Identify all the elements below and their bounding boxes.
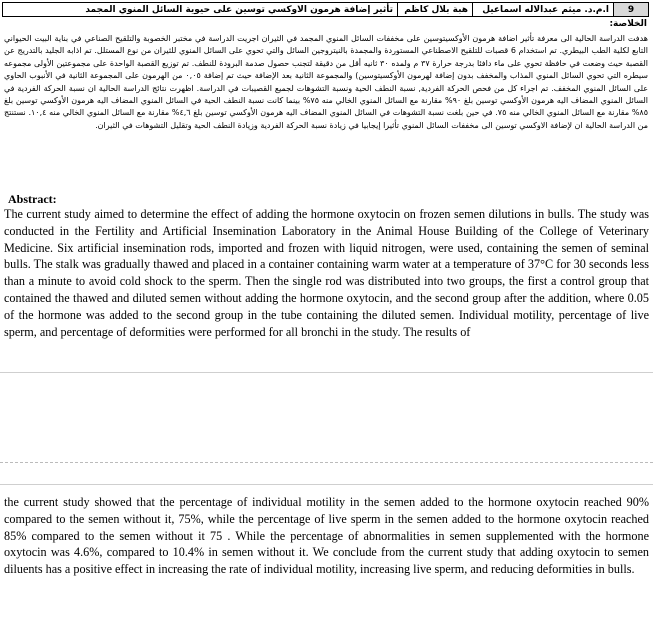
page-break-line-top [0, 372, 653, 373]
article-number: 9 [613, 3, 648, 16]
page-break-line-dashed [0, 462, 653, 463]
arabic-abstract-body: هدفت الدراسة الحالية الى معرفة تأثير اضافة هرمون الأوكسيتوسين على مخففات السائل المنوي المجمد في الثيران اجريت الدراسة في مختبر الخصوبة والتلقيح الصناعي في بناية البيت الحيواني التابع لكلية الطب البيطري. تم استخدام 6 قصبات للتلقيح الاصطناعي المستوردة والمجمدة بالنيتروجين السائل والتي تحوي على السائل المنوي للثيران من نوع المستلل. تم اذابه الجليد بالتدريج عن القصبة حيث وضعت في حافظة تحوي على ماء دافئا بدرجة حرارة ٣٧ م ولمده ٣٠ ثانيه أقل من دقيقة لتجنب حصول صدمة البرودة للنطف. تم توزيع القصبة الواحدة على مجموعتين الأولى مجموعه سيطره التي تحوي السائل المنوي المذاب والمخفف بدون إضافة لهرمون الأوكسيتوسين) والمجموعة الثانية بعد الإضافة حيث تم إضافة ٠,٠٥ من الهرمون على المجموعة الثانية في الأنبوب الحاوي على السائل المنوي المخفف. تم اجراء كل من فحص الحركة الفردية, نسبة النطف الحية ونسبة التشوهات لجميع القصيبات في الدراسة. اظهرت نتائج الدراسة الحالية ان نسبة الحركة الفردية في السائل المنوي المضاف اليه هرمون الأوكسي توسين بلغ ٩٠% مقارنة مع السائل المنوي الخالي منه ٧٥% بينما كانت نسبة النطف الحية في السائل المنوي المضاف اليه هرمون الأوكسي توسين بلغ ٨٥% مقارنة مع السائل المنوي الخالي منه ٧٥. في حين بلغت نسبة التشوهات في السائل المنوي المضاف اليه هرمون الأوكسي توسين بلغ ٤,٦% مقارنة مع السائل المنوي الخالي منه ١٠,٤. نستنتج من الدراسة الحالية ان لإضافة الاوكسي توسين الى مخففات السائل المنوي تأثيرا إيجابيا في زيادة نسبة الحركة الفردية وزيادة النطف الحية وتقليل التشوهات في الثيران. [4, 34, 649, 130]
english-abstract-heading: Abstract: [8, 192, 57, 206]
english-abstract-body-part1: The current study aimed to determine the effect of adding the hormone oxytocin on frozen semen dilutions in bulls. The study was conducted in the Fertility and Artificial Insemination Laboratory in the Animal House Building of the College of Veterinary Medicine. Six artificial insemination rods, imported and frozen with liquid nitrogen, were used, containing the semen of seminal bulls. The stalk was gradually thawed and placed in a container containing warm water at a temperature of 37°C for 30 seconds less than a minute to avoid cold shock to the sperm. Then the single rod was distributed into two groups, the first a control group that contained the thawed and diluted semen without adding the hormone oxytocin, and the second group after the addition, where 0.05 of the hormone was added to the second group in the tube containing the diluted semen. Individual motility, percentage of live sperm, and percentage of deformities were performed for all bronchi in the study. The results of [4, 207, 649, 339]
page-break-gap [0, 372, 653, 480]
article-title: تأثير إضافة هرمون الاوكسي توسين على حيوية السائل المنوي المجمد [85, 4, 393, 15]
arabic-abstract-heading: الخلاصة: [609, 19, 647, 29]
article-second-author: هبة بلال كاظم [397, 3, 472, 16]
page-break-line-bottom [0, 484, 653, 485]
english-abstract-body-part2: the current study showed that the percentage of individual motility in the semen added to the hormone oxytocin reached 90% compared to the semen without it, 75%, while the percentage of live sperm in the semen added to the hormone oxytocin reached 85% compared to the semen without it 75 . While the percentage of abnormalities in semen supplemented with the hormone oxytocin was 4.6%, compared to 10.4% in semen without it. We conclude from the current study that adding oxytocin to semen diluents has a positive effect in increasing the rate of individual motility, increasing live sperm, and reducing deformities in bulls. [4, 495, 649, 577]
article-header-row [2, 2, 649, 17]
article-authors: ا.م.د. ميثم عبدالاله اسماعيل [472, 3, 613, 16]
